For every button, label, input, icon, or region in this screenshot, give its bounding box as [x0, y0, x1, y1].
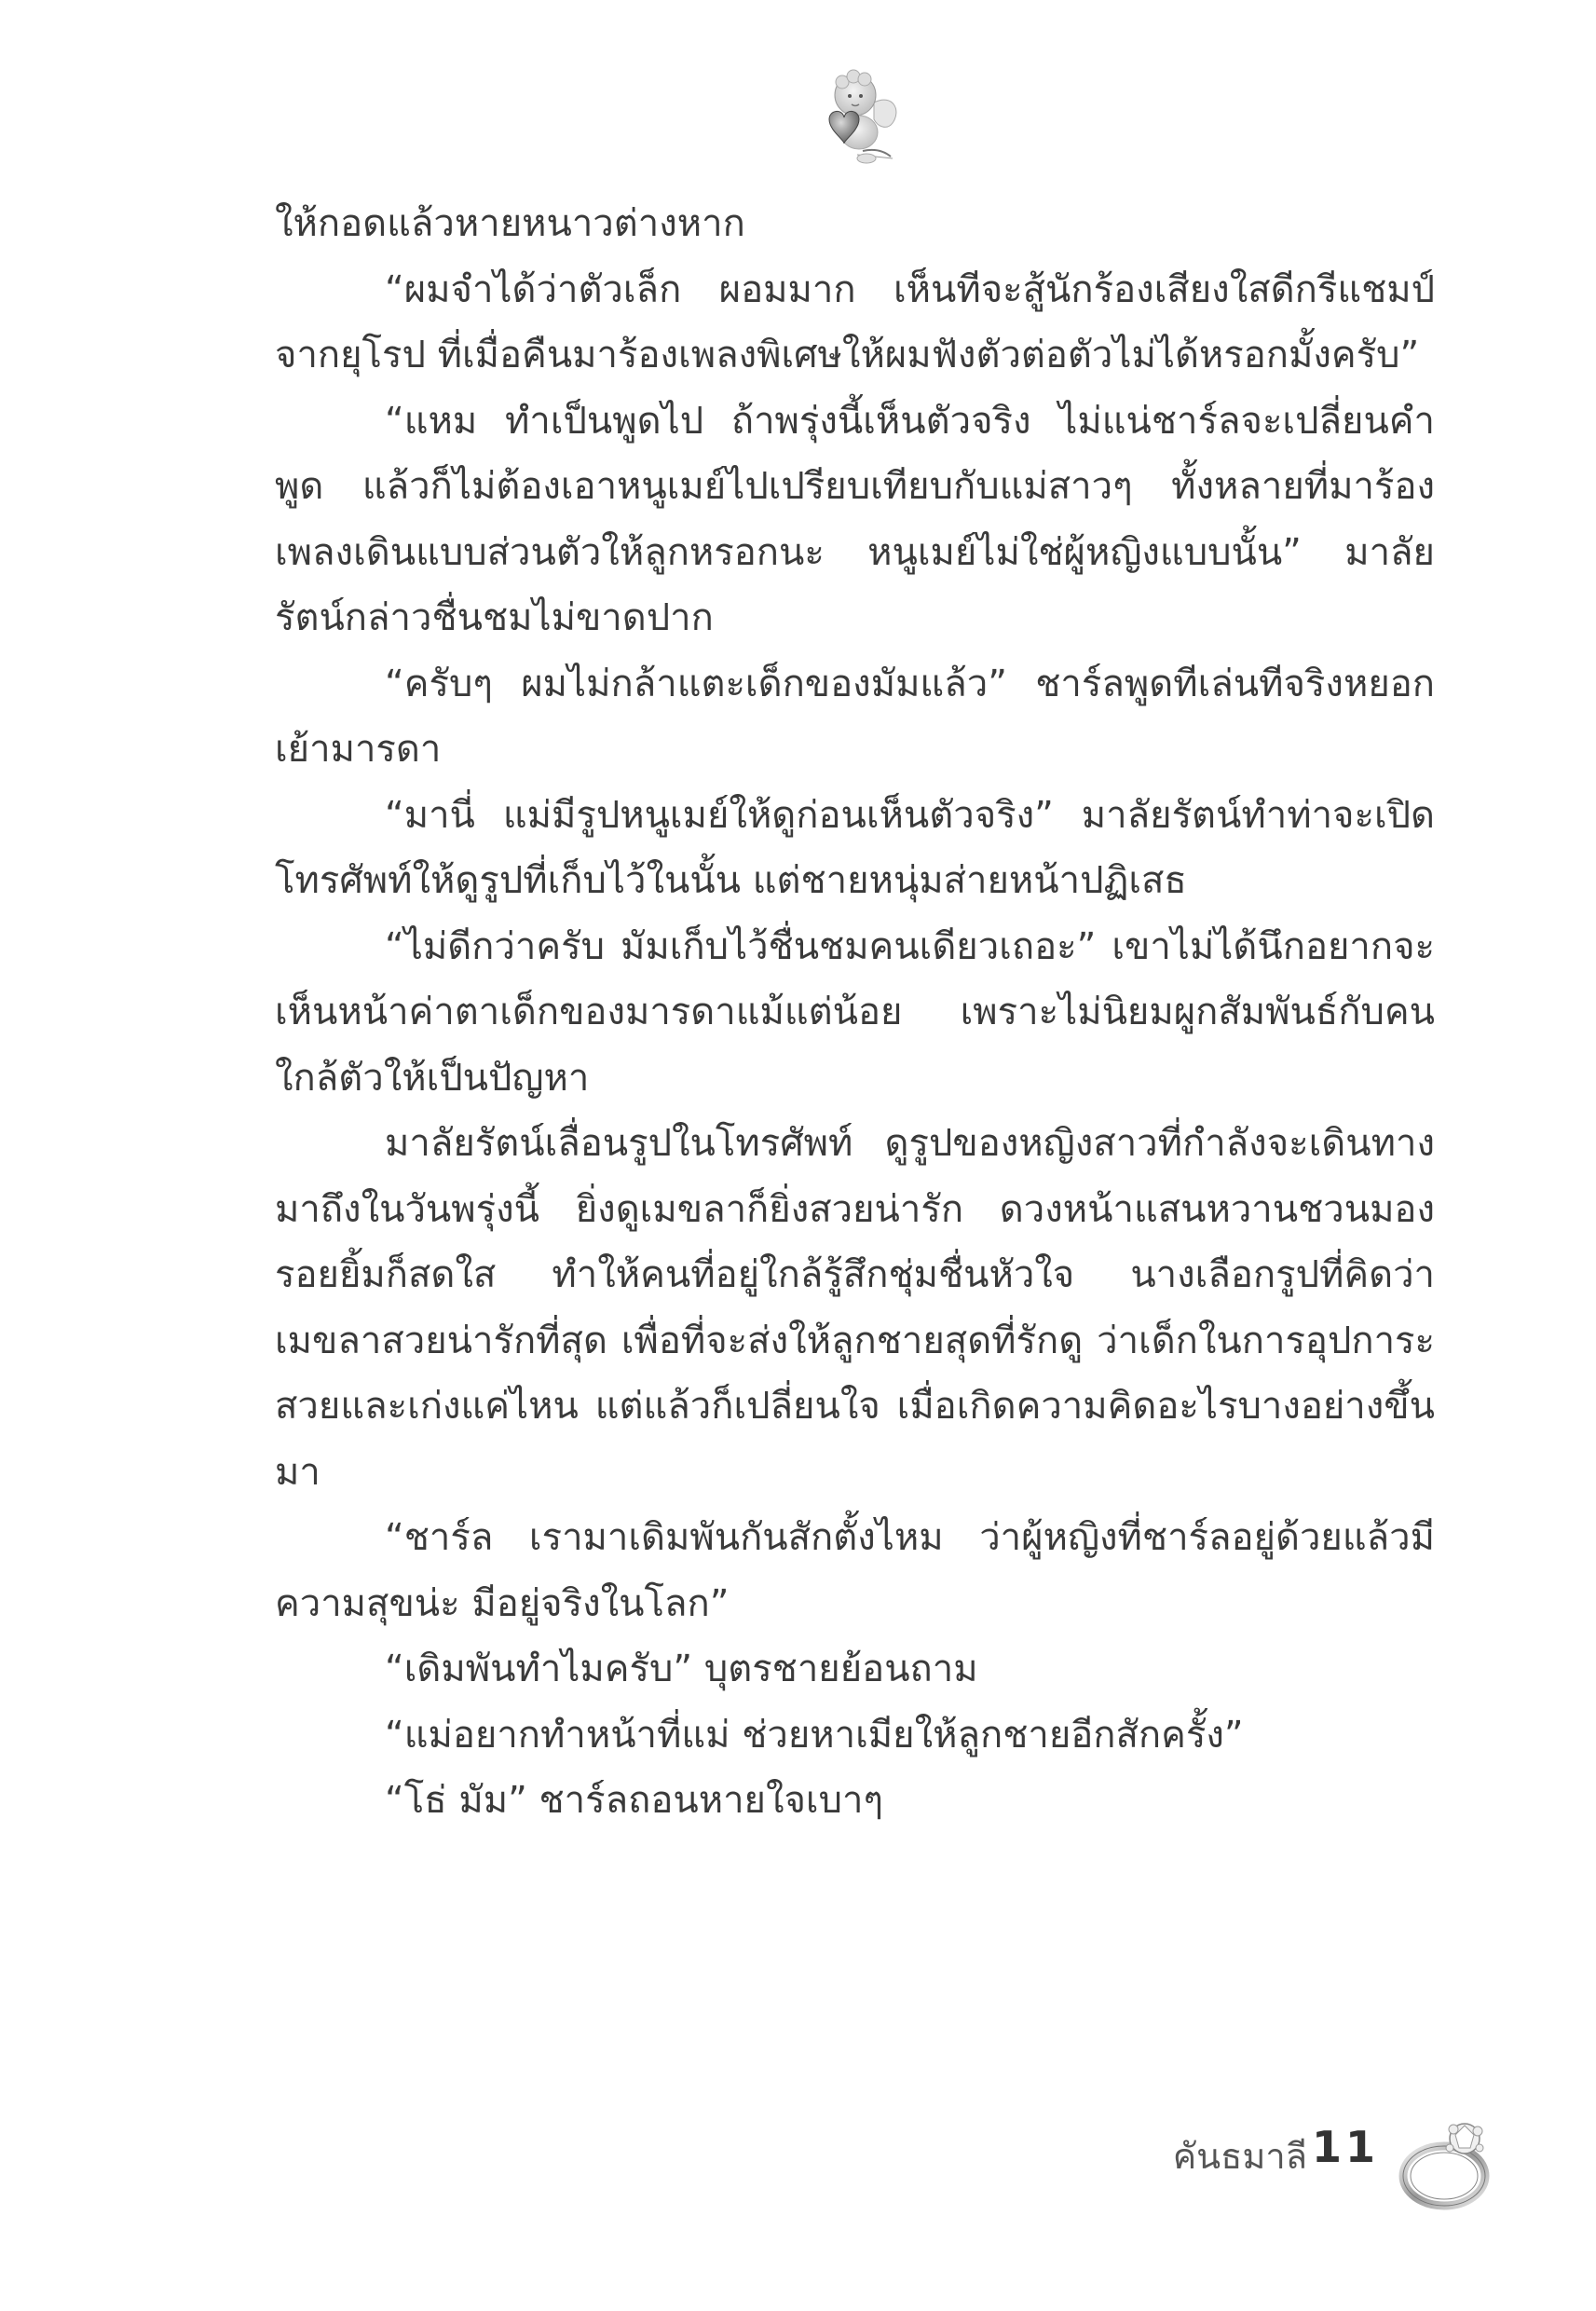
diamond-ring-icon	[1388, 2101, 1509, 2218]
book-title: คันธมาลี	[1172, 2136, 1307, 2177]
paragraph: “แม่อยากทำหน้าที่แม่ ช่วยหาเมียให้ลูกชายอีกสักครั้ง”	[385, 1713, 1244, 1757]
page-number: 11	[1311, 2122, 1379, 2172]
paragraph: “ไม่ดีกว่าครับ มัมเก็บไว้ชื่นชมคนเดียวเถอะ” เขาไม่ได้นึกอยากจะเห็นหน้าค่าตาเด็กของมารดาแม้แต่น้อย เพราะไม่นิยมผูกสัมพันธ์กับคนใกล้ตัวให้เป็นปัญหา	[275, 924, 1435, 1100]
paragraph: “ครับๆ ผมไม่กล้าแตะเด็กของมัมแล้ว” ชาร์ลพูดทีเล่นทีจริงหยอกเย้ามารดา	[275, 662, 1435, 771]
paragraph: “มานี่ แม่มีรูปหนูเมย์ให้ดูก่อนเห็นตัวจริง” มาลัยรัตน์ทำท่าจะเปิดโทรศัพท์ให้ดูรูปที่เก็บไว้ในนั้น แต่ชายหนุ่มส่ายหน้าปฏิเสธ	[275, 793, 1435, 902]
paragraph: “แหม ทำเป็นพูดไป ถ้าพรุ่งนี้เห็นตัวจริง ไม่แน่ชาร์ลจะเปลี่ยนคำพูด แล้วก็ไม่ต้องเอาหนูเมย์ไปเปรียบเทียบกับแม่สาวๆ ทั้งหลายที่มาร้องเพลงเดินแบบส่วนตัวให้ลูกหรอกนะ หนูเมย์ไม่ใช่ผู้หญิงแบบนั้น” มาลัยรัตน์กล่าวชื่นชมไม่ขาดปาก	[275, 399, 1435, 639]
body-text	[275, 191, 1435, 1834]
page-footer	[1071, 2101, 1509, 2222]
paragraph: ให้กอดแล้วหายหนาวต่างหาก	[275, 202, 745, 245]
paragraph: “ชาร์ล เรามาเดิมพันกันสักตั้งไหม ว่าผู้หญิงที่ชาร์ลอยู่ด้วยแล้วมีความสุขน่ะ มีอยู่จริงในโลก”	[275, 1516, 1435, 1625]
paragraph: มาลัยรัตน์เลื่อนรูปในโทรศัพท์ ดูรูปของหญิงสาวที่กำลังจะเดินทางมาถึงในวันพรุ่งนี้ ยิ่งดูเมขลาก็ยิ่งสวยน่ารัก ดวงหน้าแสนหวานชวนมอง รอยยิ้มก็สดใส ทำให้คนที่อยู่ใกล้รู้สึกชุ่มชื่นหัวใจ นางเลือกรูปที่คิดว่าเมขลาสวยน่ารักที่สุด เพื่อที่จะส่งให้ลูกชายสุดที่รักดู ว่าเด็กในการอุปการะสวยและเก่งแค่ไหน แต่แล้วก็เปลี่ยนใจ เมื่อเกิดความคิดอะไรบางอย่างขึ้นมา	[275, 1122, 1435, 1494]
paragraph: “ผมจำได้ว่าตัวเล็ก ผอมมาก เห็นทีจะสู้นักร้องเสียงใสดีกรีแชมป์จากยุโรป ที่เมื่อคืนมาร้องเพลงพิเศษให้ผมฟังตัวต่อตัวไม่ได้หรอกมั้งครับ”	[275, 267, 1435, 376]
paragraph: “โธ่ มัม” ชาร์ลถอนหายใจเบาๆ	[385, 1779, 883, 1822]
cupid-with-heart-icon	[801, 65, 904, 168]
paragraph: “เดิมพันทำไมครับ” บุตรชายย้อนถาม	[385, 1648, 978, 1690]
